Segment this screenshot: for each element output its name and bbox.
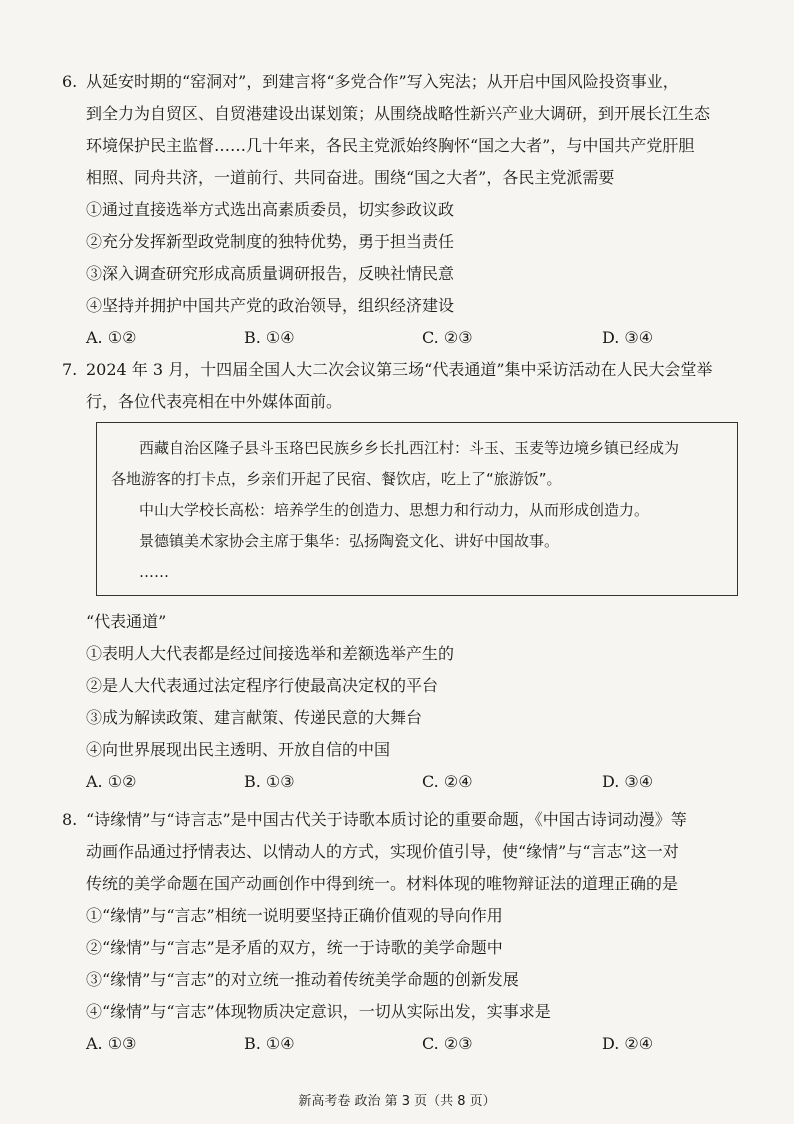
statement-item: ②是人大代表通过法定程序行使最高决定权的平台: [86, 676, 439, 695]
answer-options: [62, 1028, 752, 1060]
material-paragraph-cont: 各地游客的打卡点，乡亲们开起了民宿、餐饮店，吃上了“旅游饭”。: [111, 470, 562, 488]
question-lead: “代表通道”: [86, 612, 167, 631]
option-c[interactable]: C. ②③: [422, 328, 473, 347]
option-c[interactable]: C. ②③: [422, 1034, 473, 1053]
question-6: [62, 66, 752, 354]
question-number: 8.: [62, 810, 78, 829]
material-ellipsis: ……: [139, 563, 169, 581]
option-d[interactable]: D. ③④: [602, 772, 654, 791]
option-b[interactable]: B. ①④: [244, 1034, 295, 1053]
statement-item: ④“缘情”与“言志”体现物质决定意识，一切从实际出发，实事求是: [86, 1002, 551, 1021]
question-7-body: [62, 606, 752, 798]
question-stem-line: 传统的美学命题在国产动画创作中得到统一。材料体现的唯物辩证法的道理正确的是: [86, 874, 679, 893]
material-paragraph: 西藏自治区隆子县斗玉珞巴民族乡乡长扎西江村：斗玉、玉麦等边境乡镇已经成为: [139, 439, 680, 457]
material-paragraph: 景德镇美术家协会主席于集华：弘扬陶瓷文化、讲好中国故事。: [139, 532, 560, 550]
answer-options: [62, 766, 752, 798]
statement-item: ③“缘情”与“言志”的对立统一推动着传统美学命题的创新发展: [86, 970, 519, 989]
question-stem-line: 行，各位代表亮相在中外媒体面前。: [86, 392, 343, 411]
question-7: [62, 354, 752, 418]
statement-item: ③深入调查研究形成高质量调研报告，反映社情民意: [86, 264, 455, 283]
statement-item: ①表明人大代表都是经过间接选举和差额选举产生的: [86, 644, 455, 663]
question-stem-line: 2024 年 3 月，十四届全国人大二次会议第三场“代表通道”集中采访活动在人民大会堂举: [86, 360, 713, 379]
question-stem-line: 到全力为自贸区、自贸港建设出谋划策；从围绕战略性新兴产业大调研，到开展长江生态: [86, 104, 711, 123]
material-box: [96, 422, 738, 596]
material-paragraph: 中山大学校长高松：培养学生的创造力、思想力和行动力，从而形成创造力。: [139, 501, 650, 519]
question-number: 7.: [62, 360, 78, 379]
option-b[interactable]: B. ①④: [244, 328, 295, 347]
statement-item: ④向世界展现出民主透明、开放自信的中国: [86, 740, 391, 759]
option-b[interactable]: B. ①③: [244, 772, 295, 791]
option-d[interactable]: D. ③④: [602, 328, 654, 347]
answer-options: [62, 322, 752, 354]
option-a[interactable]: A. ①②: [86, 772, 137, 791]
question-stem-line: 环境保护民主监督……几十年来，各民主党派始终胸怀“国之大者”，与中国共产党肝胆: [86, 136, 695, 155]
option-c[interactable]: C. ②④: [422, 772, 473, 791]
question-stem-line: “诗缘情”与“诗言志”是中国古代关于诗歌本质讨论的重要命题，《中国古诗词动漫》等: [86, 810, 687, 829]
question-stem-line: 从延安时期的“窑洞对”，到建言将“多党合作”写入宪法；从开启中国风险投资事业，: [86, 72, 679, 91]
option-d[interactable]: D. ②④: [602, 1034, 654, 1053]
statement-item: ④坚持并拥护中国共产党的政治领导，组织经济建设: [86, 296, 455, 315]
option-a[interactable]: A. ①③: [86, 1034, 137, 1053]
question-stem-line: 相照、同舟共济，一道前行、共同奋进。围绕“国之大者”，各民主党派需要: [86, 168, 615, 187]
statement-item: ③成为解读政策、建言献策、传递民意的大舞台: [86, 708, 423, 727]
statement-item: ①“缘情”与“言志”相统一说明要坚持正确价值观的导向作用: [86, 906, 503, 925]
question-number: 6.: [62, 72, 78, 91]
statement-item: ②充分发挥新型政党制度的独特优势，勇于担当责任: [86, 232, 455, 251]
option-a[interactable]: A. ①②: [86, 328, 137, 347]
question-stem-line: 动画作品通过抒情表达、以情动人的方式，实现价值引导，使“缘情”与“言志”这一对: [86, 842, 679, 861]
statement-item: ②“缘情”与“言志”是矛盾的双方，统一于诗歌的美学命题中: [86, 938, 503, 957]
question-8: [62, 804, 752, 1060]
statement-item: ①通过直接选举方式选出高素质委员，切实参政议政: [86, 200, 455, 219]
page-footer: 新高考卷 政治 第 3 页（共 8 页）: [298, 1094, 496, 1109]
